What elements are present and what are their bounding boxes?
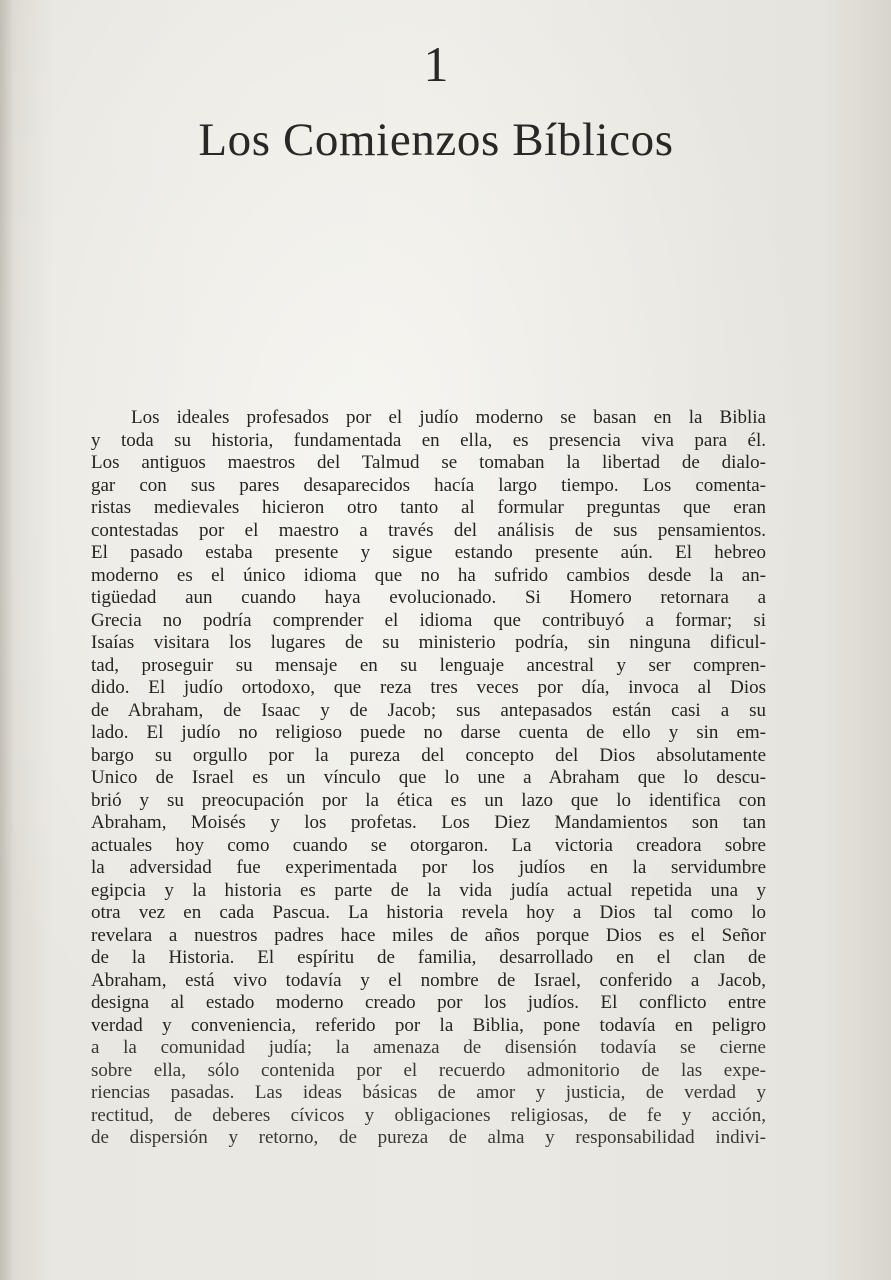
- chapter-number: 1: [423, 36, 449, 92]
- text-line: lado. El judío no religioso puede no darse cuenta de ello y sin em-: [91, 722, 766, 743]
- text-line: contestadas por el maestro a través del análisis de sus pensamientos.: [91, 519, 766, 541]
- text-line: ristas medievales hicieron otro tanto al formular preguntas que eran: [91, 497, 766, 518]
- text-line: Los antiguos maestros del Talmud se tomaban la libertad de dialo-: [91, 452, 766, 473]
- text-line: Unico de Israel es un vínculo que lo une a Abraham que lo descu-: [91, 767, 766, 788]
- text-line: bargo su orgullo por la pureza del concepto del Dios absolutamente: [91, 744, 766, 766]
- text-line: brió y su preocupación por la ética es un lazo que lo identifica con: [91, 789, 766, 811]
- text-line: rectitud, de deberes cívicos y obligaciones religiosas, de fe y acción,: [91, 1104, 766, 1126]
- text-line: Isaías visitara los lugares de su ministerio podría, sin ninguna dificul-: [91, 632, 766, 653]
- text-line: y toda su historia, fundamentada en ella, es presencia viva para él.: [91, 429, 766, 451]
- text-line: Los ideales profesados por el judío moderno se basan en la Biblia: [131, 407, 766, 428]
- text-line: verdad y conveniencia, referido por la Biblia, pone todavía en peligro: [91, 1014, 766, 1036]
- text-line: dido. El judío ortodoxo, que reza tres veces por día, invoca al Dios: [91, 677, 766, 698]
- text-line: de Abraham, de Isaac y de Jacob; sus antepasados están casi a su: [91, 699, 766, 721]
- text-line: sobre ella, sólo contenida por el recuerdo admonitorio de las expe-: [91, 1059, 766, 1081]
- text-line: egipcia y la historia es parte de la vida judía actual repetida una y: [91, 879, 766, 901]
- chapter-title: Los Comienzos Bíblicos: [198, 114, 674, 166]
- text-line: Abraham, está vivo todavía y el nombre de Israel, conferido a Jacob,: [91, 969, 766, 991]
- text-line: riencias pasadas. Las ideas básicas de amor y justicia, de verdad y: [91, 1082, 766, 1103]
- text-line: tigüedad aun cuando haya evolucionado. Si Homero retornara a: [91, 587, 766, 608]
- text-line: designa al estado moderno creado por los judíos. El conflicto entre: [91, 992, 766, 1013]
- text-line: El pasado estaba presente y sigue estando presente aún. El hebreo: [91, 542, 766, 563]
- text-line: a la comunidad judía; la amenaza de disensión todavía se cierne: [91, 1037, 766, 1058]
- text-line: de dispersión y retorno, de pureza de alma y responsabilidad indivi-: [91, 1127, 766, 1148]
- text-line: otra vez en cada Pascua. La historia revela hoy a Dios tal como lo: [91, 902, 766, 923]
- text-line: de la Historia. El espíritu de familia, desarrollado en el clan de: [91, 947, 766, 968]
- text-line: la adversidad fue experimentada por los judíos en la servidumbre: [91, 857, 766, 878]
- text-line: Grecia no podría comprender el idioma que contribuyó a formar; si: [91, 609, 766, 631]
- text-line: moderno es el único idioma que no ha sufrido cambios desde la an-: [91, 564, 766, 586]
- page-edge-shadow: [0, 0, 14, 1280]
- text-line: revelara a nuestros padres hace miles de años porque Dios es el Señor: [91, 924, 766, 946]
- text-line: actuales hoy como cuando se otorgaron. La victoria creadora sobre: [91, 834, 766, 856]
- text-line: tad, proseguir su mensaje en su lenguaje ancestral y ser compren-: [91, 654, 766, 676]
- text-line: gar con sus pares desaparecidos hacía largo tiempo. Los comenta-: [91, 474, 766, 496]
- text-line: Abraham, Moisés y los profetas. Los Diez Mandamientos son tan: [91, 812, 766, 833]
- body-text: [91, 407, 766, 1150]
